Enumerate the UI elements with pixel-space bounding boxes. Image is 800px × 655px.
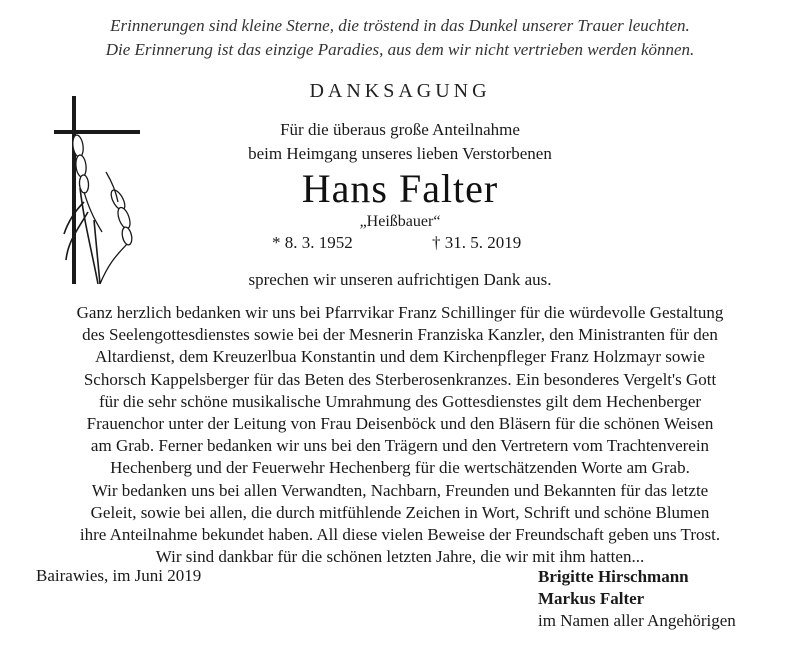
place-date: Bairawies, im Juni 2019 — [36, 566, 202, 585]
body-line: für die sehr schöne musikalische Umrahmung des Gottesdienstes gilt dem Hechenberger — [98, 391, 702, 411]
body-line: Hechenberg und der Feuerwehr Hechenberg für die wertschätzenden Worte am Grab. — [110, 458, 690, 478]
body-line: Schorsch Kappelsberger für das Beten des Sterberosenkranzes. Ein besonderes Vergelt's Gott — [83, 369, 717, 389]
death-date: † 31. 5. 2019 — [432, 233, 522, 252]
intro-line-2: beim Heimgang unseres lieben Verstorbenen — [248, 144, 552, 163]
signature-name-1: Brigitte Hirschmann — [538, 567, 689, 586]
signature-name-2: Markus Falter — [538, 589, 645, 608]
body-line: Wir bedanken uns bei allen Verwandten, Nachbarn, Freunden und Bekannten für das letzte — [91, 480, 709, 500]
deceased-name: Hans Falter — [301, 166, 499, 211]
body-line: ihre Anteilnahme bekundet haben. All diese vielen Beweise der Freundschaft geben uns Trost. — [79, 525, 721, 545]
signature-note: im Namen aller Angehörigen — [538, 611, 736, 630]
body-line: am Grab. Ferner bedanken wir uns bei den Trägern und den Vertretern vom Trachtenverein — [90, 436, 710, 456]
epigraph-quote — [0, 14, 800, 62]
body-line: Altardienst, dem Kreuzerlbua Konstantin und dem Kirchenpfleger Franz Holzmayr sowie — [95, 347, 705, 367]
deceased-nickname: „Heißbauer“ — [359, 213, 441, 230]
intro-line-1: Für die überaus große Anteilnahme — [280, 120, 520, 139]
quote-line-1: Erinnerungen sind kleine Sterne, die tröstend in das Dunkel unserer Trauer leuchten. — [110, 16, 690, 35]
quote-line-2: Die Erinnerung ist das einzige Paradies, aus dem wir nicht vertrieben werden können. — [105, 40, 695, 59]
birth-date: * 8. 3. 1952 — [272, 233, 353, 252]
body-line: Frauenchor unter der Leitung von Frau Deisenböck und den Bläsern für die schönen Weisen — [86, 414, 714, 434]
thanks-line: sprechen wir unseren aufrichtigen Dank aus. — [248, 270, 552, 289]
body-line: des Seelengottesdienstes sowie bei der Mesnerin Franziska Kanzler, den Ministranten für den — [82, 325, 718, 345]
body-text — [30, 302, 770, 568]
signature-block — [538, 566, 736, 632]
body-line: Ganz herzlich bedanken wir uns bei Pfarrvikar Franz Schillinger für die würdevolle Gestaltung — [76, 303, 724, 322]
body-line: Wir sind dankbar für die schönen letzten Jahre, die wir mit ihm hatten... — [155, 547, 645, 567]
intro-text — [0, 118, 800, 166]
page-title: DANKSAGUNG — [309, 80, 491, 102]
body-line: Geleit, sowie bei allen, die durch mitfühlende Zeichen in Wort, Schrift und schöne Blumen — [90, 502, 710, 522]
